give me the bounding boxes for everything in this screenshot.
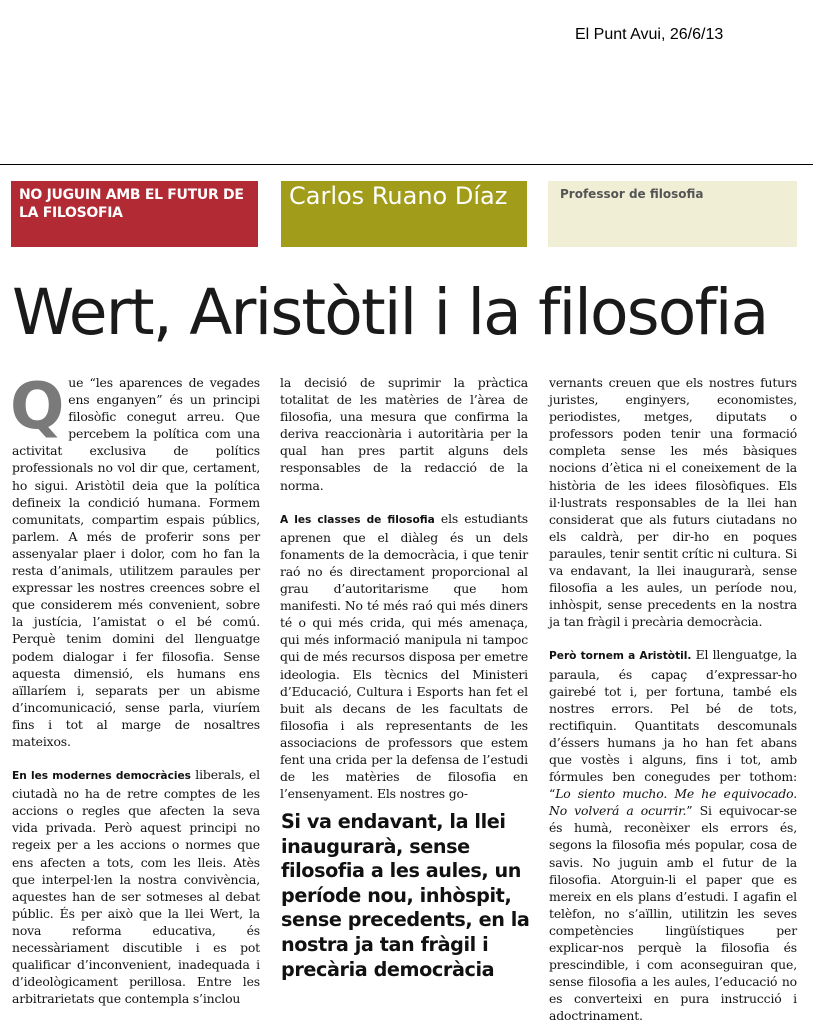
- paragraph-text: ” Si equivocar-se és humà, reconèixer els errors és, segons la filosofia més popular, cosa de savis. No juguin amb el futur de la filosofia. Atorguin-li el paper que es mereix en els plans d’estudi. I agafin el telèfon, no s’aïllin, utilitzin les seves competències lingüístiques per explicar-nos perquè la filosofia és prescindible, i com aconseguiran que, sense filosofia a les aules, l’educació no es converteixi en pura instrucció i adoctrinament.: [549, 803, 797, 1024]
- paragraph-lead-in: En les modernes democràcies: [12, 770, 191, 783]
- paragraph-text: El llenguatge, la paraula, és capaç d’expressar-ho gairebé tot i, per fortuna, també els nostres errors. Pel bé de tots, rectifiquin. Quantitats descomunals d’éssers humans ja ho han fet abans que vostès i alguns, fins i tot, amb fórmules ben conegudes per tothom: “: [549, 647, 797, 802]
- paragraph-text: liberals, el ciutadà no ha de retre comptes de les accions o regles que afecten la seva vida privada. Però aquest principi no regeix per a les accions o normes que ens afecten a tots, com les lleis. Atès que interpel·len la nostra convivència, aquestes han de ser sotmeses al debat públic. És per això que la llei Wert, la nova reforma educativa, és necessàriament discutible i es pot qualificar d’inconvenient, inadequada i d’ideològicament perillosa. Entre les arbitrarietats que contempla s’inclou: [12, 767, 260, 1007]
- paragraph: [12, 766, 260, 1007]
- paragraph: [549, 646, 797, 1024]
- quoted-phrase: Lo siento mucho. Me he equivocado. No volverá a ocurrir.: [549, 786, 797, 819]
- paragraph: [280, 374, 528, 494]
- paragraph: [280, 510, 528, 803]
- paragraph-text: vernants creuen que els nostres futurs juristes, enginyers, economistes, periodistes, metges, diputats o professors poden tenir una formació completa sense les més bàsiques nocions d’ètica ni el coneixement de la història de les idees filosòfiques. Els il·lustrats responsables de la llei han considerat que als futurs ciutadans no els caldrà, per dir-ho en poques paraules, tenir sentit crític ni cultura. Si va endavant, la llei inaugurarà, sense filosofia a les aules, un període nou, inhòspit, sense precedents en la nostra ja tan fràgil i precària democràcia.: [549, 375, 797, 630]
- paragraph-text: la decisió de suprimir la pràctica totalitat de les matèries de l’àrea de filosofia, una mesura que confirma la deriva reaccionària i autoritària per la qual han pres partit alguns dels responsables de la redacció de la norma.: [280, 375, 528, 493]
- paragraph-lead-in: A les classes de filosofia: [280, 513, 435, 526]
- role-box: [548, 181, 797, 247]
- drop-cap: Q: [10, 370, 65, 444]
- paragraph-text: els estudiants aprenen que el diàleg és un dels fonaments de la democràcia, i que tenir raó no és directament proporcional al grau d’autoritarisme que hom manifesti. No té més raó qui més diners té o qui més crida, qui més amenaça, qui més informació manipula ni tampoc qui de més recursos disposa per emetre ideologia. Els tècnics del Ministeri d’Educació, Cultura i Esports han fet el buit als decans de les facultats de filosofia i als representants de les associacions de professors que estem fent una crida per la defensa de l’estudi de les matèries de filosofia en l’ensenyament. Els nostres go-: [280, 510, 528, 802]
- kicker-box: [11, 181, 258, 247]
- article-column-3: [549, 374, 797, 1024]
- author-role: Professor de filosofia: [560, 187, 704, 201]
- author-box: [281, 181, 527, 247]
- article-headline: Wert, Aristòtil i la filosofia: [12, 276, 768, 349]
- source-citation: El Punt Avui, 26/6/13: [575, 26, 724, 43]
- pull-quote: Si va endavant, la llei inaugurarà, sense filosofia a les aules, un període nou, inhòspit, sense precedents, en la nostra ja tan fràgil i precària democràcia: [281, 810, 530, 981]
- paragraph: [549, 374, 797, 630]
- article-column-2: [280, 374, 528, 802]
- paragraph: [10, 370, 260, 750]
- top-rule: [0, 164, 813, 165]
- paragraph-lead-in: Però tornem a Aristòtil.: [549, 650, 692, 663]
- kicker-text: NO JUGUIN AMB EL FUTUR DE LA FILOSOFIA: [19, 187, 244, 221]
- paragraph-text: ue “les aparences de vegades ens enganyen” és un principi filosòfic conegut arreu. Que percebem la política com una activitat exclusiva de polítics professionals no vol dir que, certament, ho sigui. Aristòtil deia que la política defineix la condició humana. Formem comunitats, compartim espais públics, parlem. A més de proferir sons per assenyalar plaer i dolor, com ho fan la resta d’animals, utilitzem paraules per expressar les nostres creences sobre el que considerem més convenient, sobre la justícia, l’amistat o el bé comú. Perquè tenim domini del llenguatge podem dialogar i fer filosofia. Sense aquesta dimensió, els humans ens aïllaríem i, separats per un abisme d’incomunicació, sense parla, viuríem fins i tot al marge de nosaltres mateixos.: [12, 375, 260, 749]
- author-name: Carlos Ruano Díaz: [289, 182, 508, 210]
- article-column-1: [10, 370, 260, 1007]
